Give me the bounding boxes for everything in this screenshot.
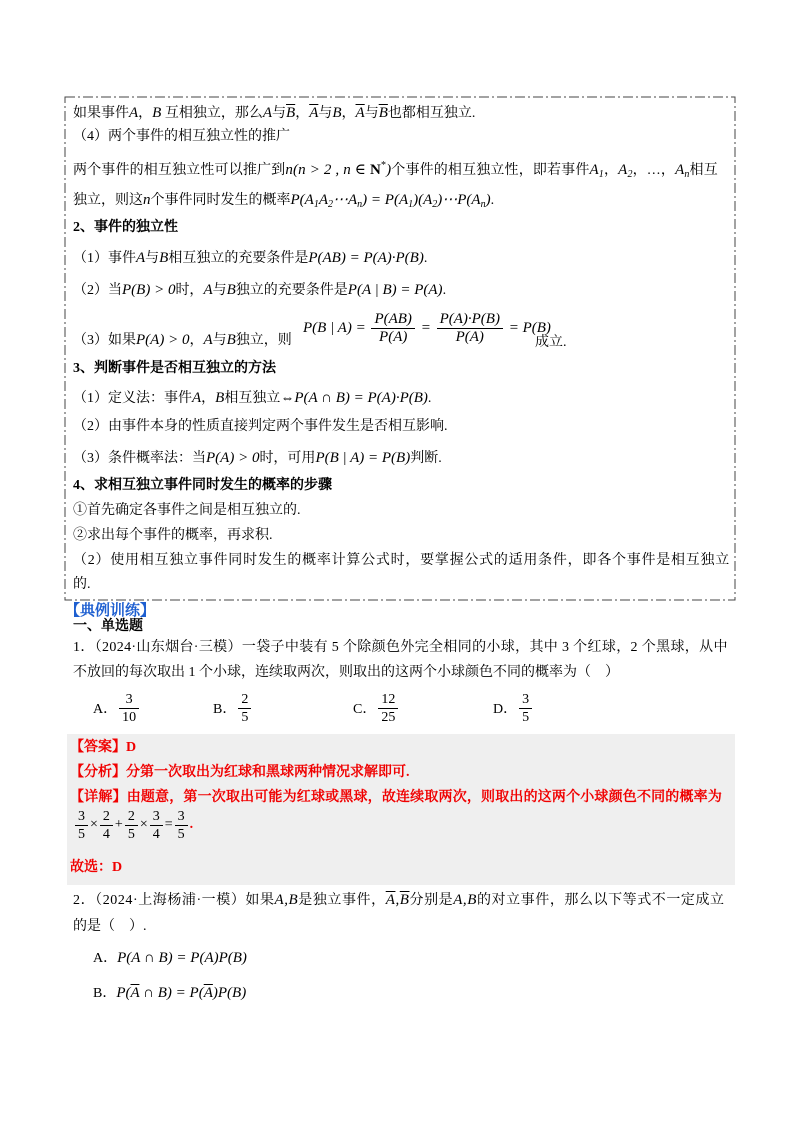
text-run: （3）如果 <box>73 333 136 348</box>
box-line-extension-1 <box>73 160 718 180</box>
math-expr: P(A) > 0 <box>206 450 260 466</box>
text-run: 独立，则这 <box>73 193 143 208</box>
text-run: = <box>164 817 173 832</box>
math-expr: P(A | B) = P(A) <box>347 282 443 298</box>
fraction <box>150 808 163 843</box>
math-expr: A,B <box>274 892 299 908</box>
text-run: 判断. <box>410 451 442 466</box>
fraction-numerator: 2 <box>100 808 113 826</box>
text-run: + <box>114 817 123 832</box>
box-line-condition-1 <box>73 248 427 268</box>
question-1-option-b[interactable] <box>213 688 253 728</box>
text-run: 独立的充要条件是 <box>235 283 348 298</box>
text-run: . <box>442 283 447 298</box>
text-run: ， <box>138 106 153 121</box>
box-line-method-1 <box>73 388 431 408</box>
text-run: 【典例训练】 <box>65 603 156 619</box>
text-run: （3）条件概率法：当 <box>73 451 206 466</box>
text-run: 如果事件 <box>73 106 129 121</box>
text-run: 与 <box>318 106 333 121</box>
math-expr: A <box>129 105 139 121</box>
text-run: . <box>490 193 495 208</box>
text-run: 2．（2024·上海杨浦·一模）如果 <box>73 893 275 908</box>
math-expr: B <box>159 250 169 266</box>
question-1-line-2 <box>73 663 619 683</box>
text-run: ， <box>295 106 310 121</box>
box-line-step-note-end <box>73 575 91 595</box>
subscript: 2 <box>627 169 633 180</box>
math-expr: A <box>589 162 599 178</box>
fraction-numerator: 3 <box>175 808 188 826</box>
math-expr: A <box>203 332 213 348</box>
text-run: （2）由事件本身的性质直接判定两个事件发生是否相互影响. <box>73 419 448 434</box>
box-line-condition-2 <box>73 280 446 300</box>
fraction-numerator: P(A)·P(B) <box>437 311 503 329</box>
text-run: 的. <box>73 577 91 592</box>
box-heading-3 <box>73 359 276 379</box>
overlined-variable: $\overline{A}$ <box>130 985 140 1001</box>
math-expr: n(n > 2 , n ∈ <box>285 162 370 178</box>
fraction <box>75 808 88 843</box>
text-run: （2）当 <box>73 283 122 298</box>
subscript: n <box>684 169 690 180</box>
fraction-denominator: 5 <box>78 826 85 842</box>
superscript: * <box>380 160 387 171</box>
math-expr: ⋯A <box>333 192 358 208</box>
subscript: n <box>357 199 363 210</box>
bold-text-run: 3、判断事件是否相互独立的方法 <box>73 361 276 376</box>
fraction-denominator: 5 <box>127 826 135 842</box>
bold-text-run: 【分析】分第一次取出为红球和黑球两种情况求解即可. <box>70 765 410 780</box>
fraction <box>175 808 188 843</box>
text-run: 与 <box>145 251 160 266</box>
text-run: C． <box>353 702 377 717</box>
subscript: 2 <box>328 199 333 210</box>
question-1-option-c[interactable] <box>353 688 400 728</box>
math-expr: A <box>618 162 628 178</box>
box-line-step-note <box>73 551 730 571</box>
math-expr: = P(B) <box>504 319 551 336</box>
subscript: 1 <box>598 169 604 180</box>
math-expr: , <box>395 892 400 908</box>
bold-text-run: 故选：D <box>70 860 123 875</box>
text-run: 与 <box>272 106 287 121</box>
math-expr: ) <box>485 192 491 208</box>
text-run: 成立. <box>535 335 567 350</box>
subscript: 1 <box>313 199 319 210</box>
text-run: （1）事件 <box>73 251 136 266</box>
math-expr: P(A <box>290 192 314 208</box>
fraction-numerator: P(AB) <box>371 311 414 329</box>
math-expr: A <box>318 192 328 208</box>
text-run: ， <box>189 333 204 348</box>
fraction-numerator: 2 <box>238 691 251 709</box>
text-run: （4）两个事件的相互独立性的推广 <box>73 129 290 144</box>
math-expr: P(B | A) = P(B) <box>315 450 411 466</box>
math-expr: ∩ B) = P( <box>139 985 204 1001</box>
bold-text-run: 一、单选题 <box>73 619 143 634</box>
question-2-option-b[interactable] <box>93 983 246 1003</box>
text-run: （2）使用相互独立事件同时发生的概率计算公式时，要掌握公式的适用条件，即各个事件是相互独立 <box>73 553 730 568</box>
question-1-option-a[interactable] <box>93 688 141 728</box>
fraction <box>238 691 251 726</box>
text-run: A． <box>93 951 118 966</box>
text-run: 时，可用 <box>259 451 316 466</box>
text-run: 不放回的每次取出 1 个小球，连续取两次，则取出的这两个小球颜色不同的概率为（ ） <box>73 665 619 680</box>
math-expr: A <box>192 390 202 406</box>
fraction <box>119 691 139 726</box>
box-line-condition-3 <box>73 330 292 350</box>
fraction <box>100 808 113 843</box>
math-expr: P(A ∩ B) = P(A)P(B) <box>117 950 247 966</box>
fraction-numerator: 3 <box>519 691 532 709</box>
red-text-run: . <box>189 817 194 832</box>
text-run: A． <box>93 702 118 717</box>
text-run: 的对立事件，那么以下等式不一定成立 <box>476 893 725 908</box>
text-run: 的是（ ）. <box>73 919 147 934</box>
fraction-numerator: 3 <box>150 808 163 826</box>
text-run: ，…， <box>632 163 676 178</box>
question-2-line-2 <box>73 917 147 937</box>
fraction-denominator: 5 <box>522 709 530 725</box>
text-run: × <box>139 817 148 832</box>
text-run: 相互独立的充要条件是 <box>168 251 309 266</box>
text-run: B． <box>93 986 117 1001</box>
overlined-variable: $\overline{B}$ <box>399 892 410 908</box>
fraction-denominator: 4 <box>102 826 110 842</box>
math-expr: P(A ∩ B) = P(A)·P(B) <box>294 390 428 406</box>
text-run: ， <box>603 163 619 178</box>
text-run: 两个事件的相互独立性可以推广到 <box>73 163 286 178</box>
fraction <box>519 691 532 726</box>
question-1-line-1 <box>73 638 728 658</box>
fraction-denominator: 25 <box>381 709 396 725</box>
fraction-denominator: 5 <box>241 709 249 725</box>
math-expr: P(AB) = P(A)·P(B) <box>308 250 424 266</box>
box-line-extension-2 <box>73 190 494 210</box>
text-run: 时， <box>175 283 204 298</box>
overlined-variable: $\overline{A}$ <box>385 892 396 908</box>
answer-analysis <box>70 763 410 783</box>
math-expr: )(A <box>413 192 433 208</box>
text-run: 1．（2024·山东烟台·三模）一袋子中装有 5 个除颜色外完全相同的小球，其中 3 个红球，2 个黑球，从中 <box>73 640 728 655</box>
box-line-step-2 <box>73 526 273 546</box>
box-line-condition-3-end <box>535 333 567 353</box>
math-expr: A <box>262 105 273 121</box>
text-run: 个事件的相互独立性，即若事件 <box>391 163 590 178</box>
text-run: 独立，则 <box>235 333 292 348</box>
answer-calculation <box>73 805 193 845</box>
fraction-denominator: 4 <box>152 826 160 842</box>
bold-text-run: 【答案】D <box>70 740 137 755</box>
box-line-independence-intro <box>73 103 475 123</box>
fraction-numerator: 3 <box>75 808 88 826</box>
math-expr: ) <box>386 162 392 178</box>
fraction-denominator: 5 <box>177 826 185 842</box>
text-run: × <box>90 817 98 832</box>
text-run: ②求出每个事件的概率，再求积. <box>73 528 273 543</box>
overlined-variable: $\overline{A}$ <box>203 985 213 1001</box>
math-expr: A <box>136 250 146 266</box>
text-run: （1）定义法：事件 <box>73 391 192 406</box>
box-heading-4 <box>73 476 332 496</box>
text-run: ⇔ <box>280 391 295 406</box>
overlined-variable: $\overline{A}$ <box>355 105 365 121</box>
box-line-method-2 <box>73 417 448 437</box>
math-expr: B <box>215 390 225 406</box>
math-expr: n <box>143 192 151 208</box>
text-run: ， <box>341 106 356 121</box>
math-expr: P( <box>116 985 131 1001</box>
text-run: D． <box>493 702 518 717</box>
fraction <box>125 808 138 843</box>
math-expr: P(A) > 0 <box>136 332 190 348</box>
fraction-numerator: 12 <box>378 691 398 709</box>
math-expr: P(B | A) = <box>303 319 370 336</box>
text-run: 相互独立 <box>224 391 281 406</box>
text-run: 与 <box>212 333 227 348</box>
question-2-line-1 <box>73 890 725 910</box>
math-expr: B <box>226 332 236 348</box>
text-run: 分别是 <box>409 893 454 908</box>
math-expr: )P(B) <box>212 985 247 1001</box>
overlined-variable: $\overline{A}$ <box>309 105 319 121</box>
text-run: B． <box>213 702 237 717</box>
text-run: 互相独立，那么 <box>161 106 263 121</box>
text-run: 个事件同时发生的概率 <box>150 193 291 208</box>
box-formula-conditional <box>303 308 551 348</box>
math-expr: ) = P(A <box>362 192 409 208</box>
overlined-variable: $\overline{B}$ <box>286 105 296 121</box>
section-subtitle <box>73 617 143 637</box>
text-run: ①首先确定各事件之间是相互独立的. <box>73 503 301 518</box>
math-expr: A,B <box>453 892 477 908</box>
text-run: 与 <box>364 106 379 121</box>
bold-text-run: 2、事件的独立性 <box>73 220 178 235</box>
subscript: 2 <box>432 199 438 210</box>
subscript: n <box>480 199 486 210</box>
fraction-numerator: 2 <box>125 808 138 826</box>
fraction <box>371 311 414 346</box>
math-expr: B <box>332 105 342 121</box>
math-expr: P(B) > 0 <box>122 282 176 298</box>
math-expr: A <box>675 162 685 178</box>
math-expr: )⋯P(A <box>437 192 481 208</box>
text-run: . <box>427 391 432 406</box>
bold-text-run: 4、求相互独立事件同时发生的概率的步骤 <box>73 478 332 493</box>
math-expr: = <box>416 319 435 336</box>
overlined-variable: $\overline{B}$ <box>378 105 388 121</box>
fraction-denominator: P(A) <box>455 328 484 345</box>
answer-choice <box>70 858 122 878</box>
bold-text-run: 【详解】由题意，第一次取出可能为红球或黑球，故连续取两次，则取出的这两个小球颜色不同的概率为 <box>70 790 722 805</box>
text-run: . <box>423 251 428 266</box>
math-expr: B <box>226 282 236 298</box>
text-run: 是独立事件， <box>298 893 386 908</box>
fraction-denominator: P(A) <box>379 328 408 345</box>
question-2-option-a[interactable] <box>93 948 247 968</box>
fraction <box>437 311 503 346</box>
box-line-method-3 <box>73 448 442 468</box>
math-expr: A <box>203 282 213 298</box>
text-run: 与 <box>212 283 227 298</box>
math-bold-symbol: N <box>369 162 381 178</box>
box-line-extension-heading <box>73 127 290 147</box>
text-run: ， <box>201 391 216 406</box>
text-run: 也都相互独立. <box>387 106 476 121</box>
math-expr: B <box>152 105 162 121</box>
box-heading-2 <box>73 218 178 238</box>
fraction-denominator: 10 <box>122 709 137 725</box>
box-line-step-1 <box>73 501 301 521</box>
subscript: 1 <box>408 199 414 210</box>
fraction <box>378 691 398 726</box>
answer-key <box>70 738 136 758</box>
question-1-option-d[interactable] <box>493 688 534 728</box>
fraction-numerator: 3 <box>119 691 139 709</box>
text-run: 相互 <box>689 163 718 178</box>
